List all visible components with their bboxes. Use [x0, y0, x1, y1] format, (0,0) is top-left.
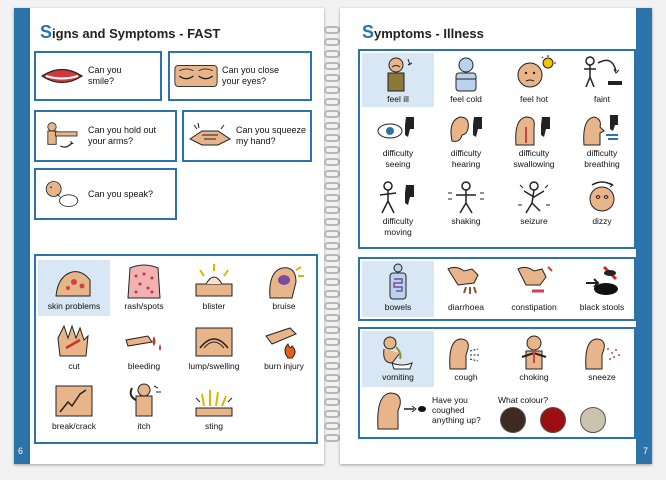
symbol-label: difficulty: [518, 148, 550, 158]
bowels-icon: [376, 263, 420, 301]
left-title-initial: S: [40, 22, 53, 42]
arms-out-icon: [40, 121, 84, 151]
binding-ring: [324, 206, 340, 214]
symbol-card: [430, 53, 502, 107]
choking-icon: [512, 333, 556, 371]
symbol-card: [566, 179, 638, 243]
symbol-label: difficulty: [586, 148, 618, 158]
question-line: anything up?: [432, 415, 481, 425]
symbol-label: constipation: [511, 302, 557, 312]
symbol-card: [498, 53, 570, 107]
fast-card-eyes: [168, 51, 312, 101]
bruise-icon: [262, 262, 306, 300]
symbol-card: [362, 261, 434, 317]
binding-ring: [324, 350, 340, 358]
binding-ring: [324, 170, 340, 178]
binding-ring: [324, 290, 340, 298]
symbol-card: [248, 260, 320, 316]
symbol-card: [498, 179, 570, 243]
symbol-card: [362, 53, 434, 107]
binding-ring: [324, 434, 340, 442]
cut-icon: [52, 322, 96, 360]
skin-problems-panel: [34, 254, 318, 444]
binding-ring: [324, 194, 340, 202]
symbol-label: seizure: [520, 216, 548, 226]
symbol-label: bowels: [384, 302, 412, 312]
fast-card-text: Can you squeeze: [236, 125, 307, 135]
left-page: [14, 8, 324, 464]
symbol-label: feel ill: [387, 94, 409, 104]
symbol-label: black stools: [579, 302, 625, 312]
symbol-card: [38, 320, 110, 376]
symbol-card: [566, 53, 638, 107]
colour-swatch-beige[interactable]: [580, 407, 606, 433]
symbol-label: difficulty: [382, 148, 414, 158]
symbol-label: sting: [205, 421, 223, 431]
symbol-card: [362, 179, 434, 243]
symbol-card: [108, 380, 180, 436]
symbol-label: choking: [519, 372, 549, 382]
symbol-card: [362, 331, 434, 387]
binding-ring: [324, 158, 340, 166]
symbol-card: [498, 331, 570, 387]
symbol-label: sneeze: [588, 372, 616, 382]
symbol-card: [178, 260, 250, 316]
black-stools-icon: [580, 263, 624, 301]
symbol-label: feel cold: [450, 94, 482, 104]
symbol-card: [430, 261, 502, 317]
symbol-label: difficulty: [450, 148, 482, 158]
symbol-card: [178, 320, 250, 376]
fast-card-text: Can you: [88, 65, 122, 75]
binding-ring: [324, 422, 340, 430]
binding-ring: [324, 242, 340, 250]
symbol-label: diarrhoea: [448, 302, 484, 312]
lump-icon: [192, 322, 236, 360]
fast-card-arms: [34, 110, 177, 162]
fast-card-text: Can you hold out: [88, 125, 157, 135]
breath-thumbs-down-icon: [580, 113, 624, 147]
smile-icon: [40, 61, 84, 91]
symbol-label: lump/swelling: [188, 361, 240, 371]
binding-ring: [324, 182, 340, 190]
illness-panel: [358, 49, 636, 249]
symbol-label: difficulty: [382, 216, 414, 226]
symbol-label: swallowing: [513, 159, 555, 169]
fast-card-speak: [34, 168, 177, 220]
symbol-card: [362, 111, 434, 175]
binding-ring: [324, 110, 340, 118]
symbol-label: moving: [384, 227, 412, 237]
symbol-card: [430, 179, 502, 243]
binding-ring: [324, 314, 340, 322]
symbol-card: [108, 320, 180, 376]
binding-ring: [324, 278, 340, 286]
faint-icon: [580, 55, 624, 93]
symbol-label: blister: [202, 301, 226, 311]
binding-ring: [324, 26, 340, 34]
right-page-title: [362, 22, 484, 43]
right-title-rest: ymptoms - Illness: [374, 26, 484, 41]
binding-spine: [322, 8, 342, 464]
symbol-label: cough: [454, 372, 478, 382]
binding-ring: [324, 122, 340, 130]
symbol-label: feel hot: [520, 94, 548, 104]
binding-ring: [324, 398, 340, 406]
symbol-card: [566, 331, 638, 387]
fast-card-text: your arms?: [88, 136, 134, 146]
cough-up-question: [432, 395, 481, 425]
symbol-card: [430, 111, 502, 175]
left-page-title: [40, 22, 220, 43]
right-page-number: 7: [642, 446, 648, 456]
left-page-number: 6: [18, 446, 24, 456]
swallow-thumbs-down-icon: [512, 113, 556, 147]
binding-ring: [324, 98, 340, 106]
symbol-label: hearing: [451, 159, 481, 169]
binding-ring: [324, 338, 340, 346]
symbol-label: faint: [593, 94, 611, 104]
binding-ring: [324, 254, 340, 262]
symbol-card: [498, 111, 570, 175]
bleeding-icon: [122, 322, 166, 360]
fast-card-text: Can you speak?: [88, 188, 154, 199]
colour-swatch-red[interactable]: [540, 407, 566, 433]
binding-ring: [324, 362, 340, 370]
colour-swatch-dark-brown[interactable]: [500, 407, 526, 433]
symbol-label: rash/spots: [124, 301, 164, 311]
symbol-card: [430, 331, 502, 387]
binding-ring: [324, 410, 340, 418]
binding-ring: [324, 50, 340, 58]
binding-ring: [324, 326, 340, 334]
feel-ill-icon: [376, 55, 420, 93]
eye-thumbs-down-icon: [376, 113, 420, 147]
binding-ring: [324, 38, 340, 46]
binding-ring: [324, 302, 340, 310]
binding-ring: [324, 230, 340, 238]
symbol-card: [108, 260, 180, 316]
symbol-card: [38, 380, 110, 436]
shaking-icon: [444, 181, 488, 215]
right-title-initial: S: [362, 22, 375, 42]
symbol-card: [566, 111, 638, 175]
fast-card-smile: [34, 51, 162, 101]
constipation-icon: [512, 263, 556, 301]
diarrhoea-icon: [444, 263, 488, 301]
fast-card-squeeze: [182, 110, 312, 162]
vomiting-panel: [358, 327, 636, 439]
symbol-label: vomiting: [382, 372, 414, 382]
symbol-card: [566, 261, 638, 317]
seizure-icon: [512, 181, 556, 215]
left-page-stripe: [14, 8, 30, 464]
symbol-label: bleeding: [127, 361, 161, 371]
binding-ring: [324, 386, 340, 394]
bowels-panel: [358, 257, 636, 321]
rash-icon: [122, 262, 166, 300]
skin-problems-icon: [52, 262, 96, 300]
binding-ring: [324, 218, 340, 226]
question-line: coughed: [432, 405, 465, 415]
symbol-card: [498, 261, 570, 317]
symbol-label: itch: [137, 421, 151, 431]
symbol-label: dizzy: [592, 216, 612, 226]
moving-thumbs-down-icon: [376, 181, 420, 215]
symbol-label: cut: [68, 361, 80, 371]
binding-ring: [324, 374, 340, 382]
burn-icon: [262, 322, 306, 360]
feel-hot-icon: [512, 55, 556, 93]
left-title-rest: igns and Symptoms - FAST: [52, 26, 221, 41]
cough-up-icon: [374, 387, 430, 431]
fast-card-text: Can you close: [222, 65, 280, 75]
dizzy-icon: [580, 181, 624, 215]
symbol-label: break/crack: [52, 421, 96, 431]
symbol-card: [178, 380, 250, 436]
fast-card-text: my hand?: [236, 136, 276, 146]
question-line: Have you: [432, 395, 468, 405]
break-icon: [52, 382, 96, 420]
symbol-label: breathing: [584, 159, 620, 169]
cough-icon: [444, 333, 488, 371]
symbol-card: [248, 320, 320, 376]
binding-ring: [324, 146, 340, 154]
fast-card-text: your eyes?: [222, 76, 267, 86]
binding-ring: [324, 134, 340, 142]
right-page-stripe: [636, 8, 652, 464]
handshake-icon: [188, 121, 232, 151]
fast-card-text: smile?: [88, 76, 115, 86]
binding-ring: [324, 266, 340, 274]
symbol-card: [38, 260, 110, 316]
sneeze-icon: [580, 333, 624, 371]
symbol-label: seeing: [385, 159, 411, 169]
blister-icon: [192, 262, 236, 300]
symbol-label: burn injury: [264, 361, 304, 371]
feel-cold-icon: [444, 55, 488, 93]
speak-icon: [40, 179, 84, 209]
binding-ring: [324, 86, 340, 94]
closed-eyes-icon: [174, 61, 218, 91]
ear-thumbs-down-icon: [444, 113, 488, 147]
colour-question: What colour?: [498, 395, 549, 405]
binding-ring: [324, 62, 340, 70]
itch-icon: [122, 382, 166, 420]
vomiting-icon: [376, 333, 420, 371]
sting-icon: [192, 382, 236, 420]
symbol-label: bruise: [272, 301, 296, 311]
symbol-label: skin problems: [47, 301, 101, 311]
right-page: [340, 8, 652, 464]
symbol-label: shaking: [451, 216, 481, 226]
binding-ring: [324, 74, 340, 82]
